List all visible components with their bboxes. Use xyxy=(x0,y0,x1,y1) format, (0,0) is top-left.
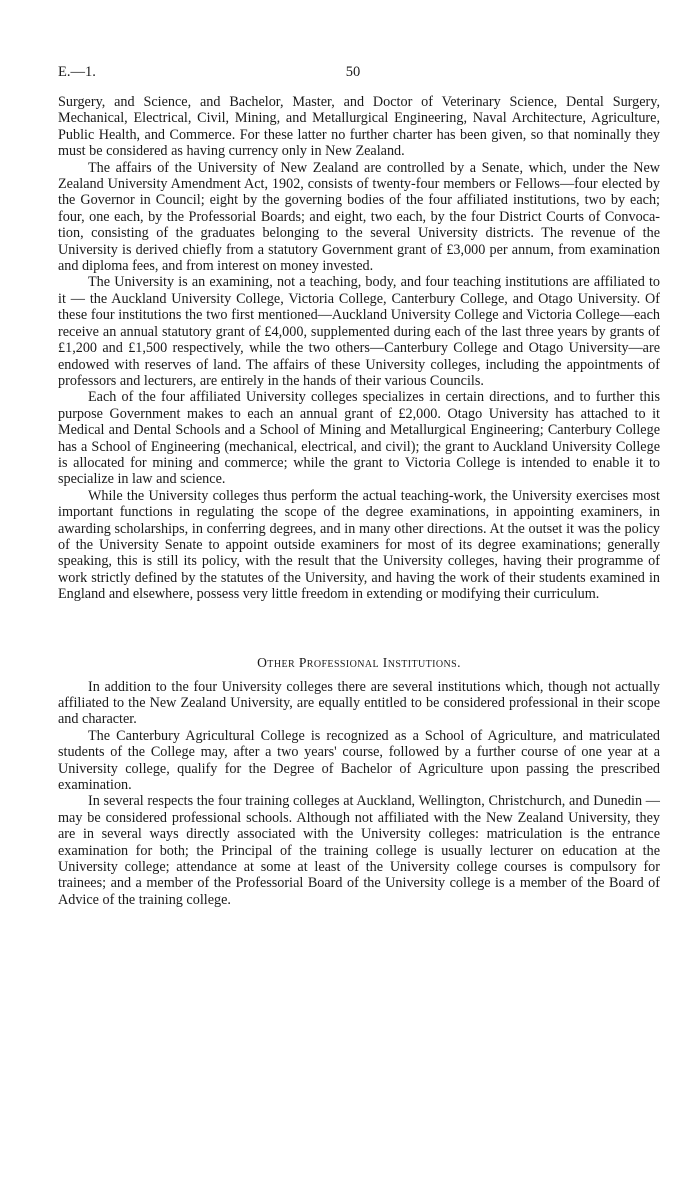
document-reference: E.—1. xyxy=(58,64,96,80)
paragraph-examinations: While the University colleges thus perform the actual teaching-work, the University exercises most important functions in regulating the scope of the degree examinations, in appointing examiners, in awarding scholarships, in conferring degrees, and in many other directions. At the outset it was the policy of the University Senate to appoint outside examiners for most of its degree examinations; generally speaking, this is still its policy, with the result that the University colleges, having their programme of work strictly defined by the statutes of the University, and having the work of their students examined in England and elsewhere, possess very little freedom in extending or modifying their curriculum. xyxy=(58,487,660,603)
paragraph-agricultural-college: The Canterbury Agricultural College is recognized as a School of Agriculture, and matriculated students of the College may, after a two years' course, followed by a further course of one year at a University college, qualify for the Degree of Bachelor of Agriculture upon passing the prescribed examination. xyxy=(58,727,660,794)
body-text-lower xyxy=(58,679,660,909)
body-text-upper xyxy=(58,94,660,603)
paragraph-degrees-continued: Surgery, and Science, and Bachelor, Master, and Doctor of Veterinary Science, Dental Surgery, Mechanical, Electrical, Civil, Mining, and Metallurgical Engineering, Naval Architecture, Agriculture, Public Health, and Commerce. For these latter no further charter has been given, so that nominally they must be considered as having currency only in New Zealand. xyxy=(58,94,660,160)
paragraph-senate: The affairs of the University of New Zealand are controlled by a Senate, which, under the New Zealand University Amendment Act, 1902, consists of twenty-four members or Fellows—four elected by the Governor in Council; eight by the governing bodies of the four affiliated institutions, two by each; four, one each, by the Professorial Boards; and eight, two each, by the four District Courts of Convocation, consisting of the graduates belonging to the several University districts. The revenue of the University is derived chiefly from a statutory Government grant of £3,000 per annum, from examination and diploma fees, and from interest on money invested. xyxy=(58,159,660,275)
paragraph-affiliated-colleges: The University is an examining, not a teaching, body, and four teaching institutions are affiliated to it — the Auckland University College, Victoria College, Canterbury College, and Otago University. Of these four institutions the two first mentioned—Auckland University College and Victoria College—each receive an annual statutory grant of £4,000, supplemented during each of the last three years by grants of £1,200 and £1,500 respectively, while the two others—Canterbury College and Otago University—are endowed with reserves of land. The affairs of these University colleges, including the appointments of professors and lecturers, are entirely in the hands of their various Councils. xyxy=(58,274,660,389)
section-heading: Other Professional Institutions. xyxy=(257,654,461,670)
paragraph-training-colleges: In several respects the four training colleges at Auckland, Wellington, Christchurch, and Dunedin — may be considered professional schools. Although not affiliated with the New Zealand University, they are in several ways directly associated with the University colleges: matriculation is the entrance examination for both; the Principal of the training college is usually lecturer on education at the University college; attendance at some at least of the University college courses is compulsory for trainees; and a member of the Professorial Board of the University college is a member of the Board of Advice of the training college. xyxy=(58,793,660,908)
paragraph-other-institutions: In addition to the four University colleges there are several institutions which, though not actually affiliated to the New Zealand University, are equally entitled to be considered professional in their scope and character. xyxy=(58,678,660,728)
paragraph-specializations: Each of the four affiliated University colleges specializes in certain directions, and to further this purpose Government makes to each an annual grant of £2,000. Otago University has attached to it Medical and Dental Schools and a School of Mining and Metallurgical Engineering; Canterbury College has a School of Engineering (mechanical, electrical, and civil); the grant to Auckland University College is allocated for mining and commerce; while the grant to Victoria College is intended to enable it to specialize in law and science. xyxy=(58,389,660,488)
page-header xyxy=(58,64,660,90)
page-number: 50 xyxy=(345,64,361,80)
